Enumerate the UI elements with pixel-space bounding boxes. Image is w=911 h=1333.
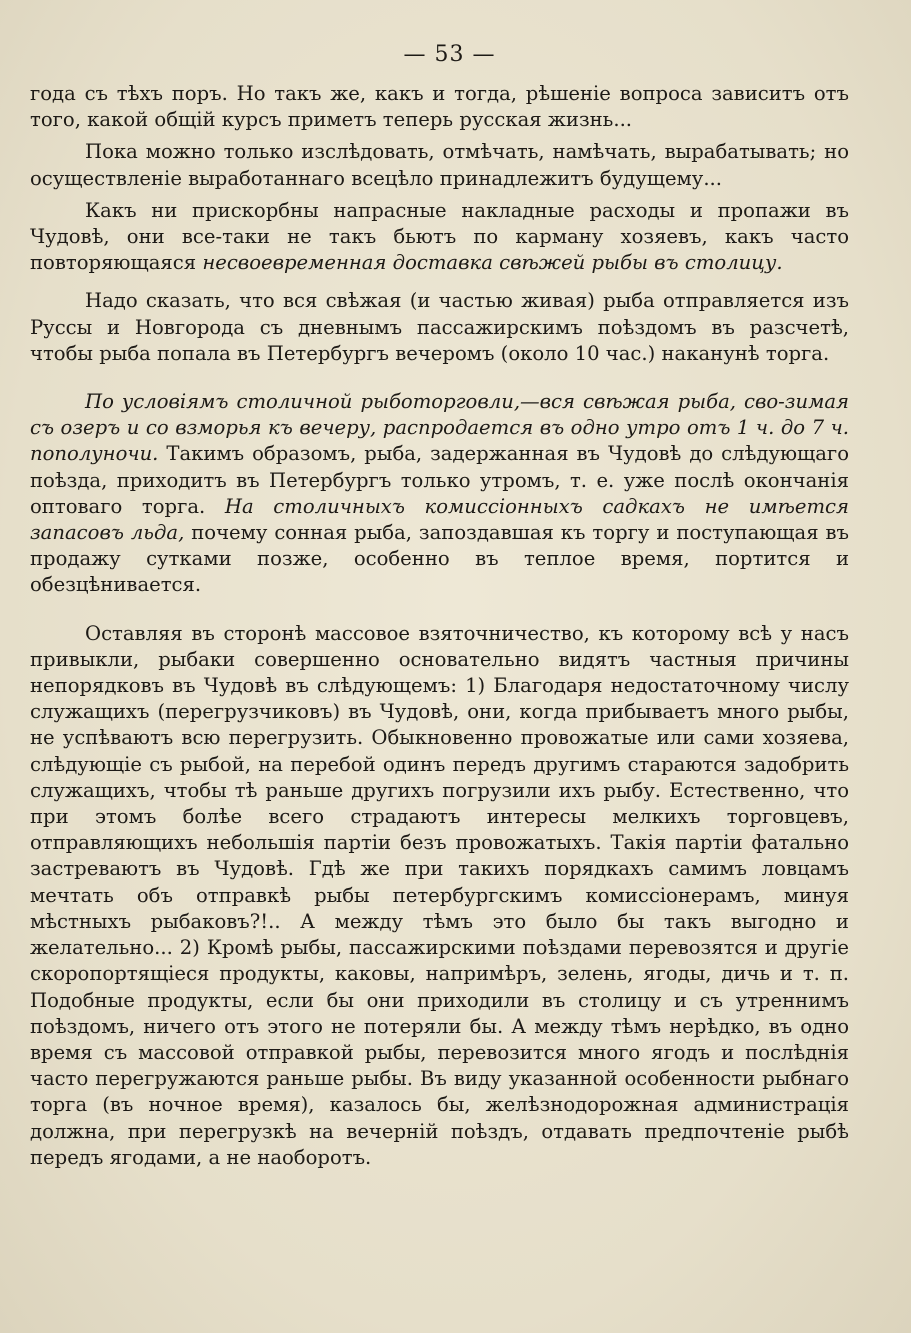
paragraph-text: Пока можно только изслѣдовать, отмѣчать, намѣчать, вырабатывать; но осуществленіе выработаннаго всецѣло принадлежитъ будущему... bbox=[30, 140, 849, 190]
paragraph-text: Такимъ образомъ, рыба, задержанная въ Чудовѣ до слѣдующаго поѣзда, приходитъ въ Петербургъ только утромъ, т. е. уже послѣ окончанія оптоваго торга. bbox=[30, 442, 849, 518]
page-number: — 53 — bbox=[403, 42, 496, 67]
paragraph-text: Оставляя въ сторонѣ массовое взяточничество, къ которому всѣ у насъ привыкли, рыбаки совершенно основательно видятъ частныя причины непорядковъ въ Чудовѣ въ слѣдующемъ: 1) Благодаря недостаточному числу служащихъ (перегрузчиковъ) въ Чудовѣ, они, когда прибываетъ много рыбы, не успѣваютъ всю перегрузить. Обыкновенно провожатые или сами хозяева, слѣдующіе съ рыбой, на перебой одинъ передъ другимъ стараются задобрить служащихъ, чтобы тѣ раньше другихъ погрузили ихъ рыбу. Естественно, что при этомъ болѣе всего страдаютъ интересы мелкихъ торговцевъ, отправляющихъ небольшія партіи безъ провожатыхъ. Такія партіи фатально застреваютъ въ Чудовѣ. Гдѣ же при такихъ порядкахъ самимъ ловцамъ мечтать объ отправкѣ рыбы петербургскимъ комиссіонерамъ, минуя мѣстныхъ рыбаковъ?!.. А между тѣмъ это было бы такъ выгодно и желательно... 2) Кромѣ рыбы, пассажирскими поѣздами перевозятся и другіе скоропортящіеся продукты, каковы, напримѣръ, зелень, ягоды, дичь и т. п. Подобные продукты, если бы они приходили въ столицу и съ утреннимъ поѣздомъ, ничего отъ этого не потеряли бы. А между тѣмъ нерѣдко, въ одно время съ массовой отправкой рыбы, перевозится много ягодъ и послѣднія часто перегружаются раньше рыбы. Въ виду указанной особенности рыбнаго торга (въ ночное время), казалось бы, желѣзнодорожная администрація должна, при перегрузкѣ на вечерній поѣздъ, отдавать предпочтеніе рыбѣ передъ ягодами, а не наоборотъ. bbox=[30, 621, 849, 1169]
paragraph-italic-text: несвоевременная доставка свѣжей рыбы въ столицу. bbox=[202, 251, 783, 275]
paragraph-5 bbox=[30, 389, 849, 599]
paragraph-text: почему сонная рыба, запоздавшая къ торгу и поступающая въ продажу сутками позже, особенно въ теплое время, портится и обезцѣнивается. bbox=[30, 521, 849, 597]
paragraph-text: года съ тѣхъ поръ. Но такъ же, какъ и тогда, рѣшеніе вопроса зависитъ отъ того, какой общій курсъ приметъ теперь русская жизнь... bbox=[30, 82, 849, 132]
paragraph-1 bbox=[30, 81, 849, 133]
paragraph-4 bbox=[30, 288, 849, 367]
paragraph-italic-text: На столичныхъ комиссіонныхъ садкахъ не имѣется запасовъ льда, bbox=[30, 494, 849, 545]
paragraph-2 bbox=[30, 139, 849, 191]
paragraph-text: Надо сказать, что вся свѣжая (и частью живая) рыба отправляется изъ Руссы и Новгорода съ дневнымъ пассажирскимъ поѣздомъ въ разсчетѣ, чтобы рыба попала въ Петербургъ вечеромъ (около 10 час.) наканунѣ торга. bbox=[30, 289, 849, 365]
paragraph-italic-text: По условіямъ столичной рыботорговли,—вся свѣжая рыба, сво-зимая съ озеръ и со взморья къ вечеру, распродается въ одно утро отъ 1 ч. до 7 ч. пополуночи. bbox=[30, 390, 849, 466]
paragraph-3 bbox=[30, 198, 849, 277]
paragraph-6 bbox=[30, 621, 849, 1171]
paragraph-text: Какъ ни прискорбны напрасные накладные расходы и пропажи въ Чудовѣ, они все-таки не такъ бьютъ по карману хозяевъ, какъ часто повторяющаяся bbox=[30, 198, 849, 275]
